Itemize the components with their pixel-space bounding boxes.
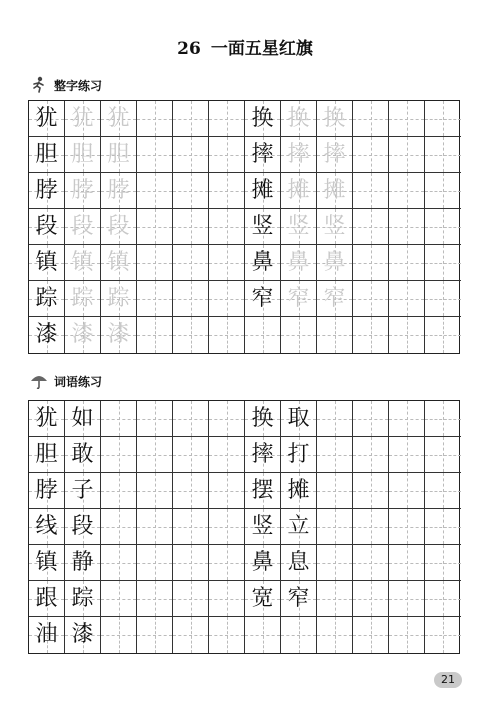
- writing-cell: [101, 245, 137, 281]
- writing-cell: [137, 281, 173, 317]
- writing-cell: [101, 473, 137, 509]
- writing-cell: [137, 401, 173, 437]
- writing-cell: [389, 317, 425, 353]
- grid-row: [29, 245, 461, 281]
- writing-cell: [209, 281, 245, 317]
- model-character: 踪: [71, 585, 94, 611]
- model-character: 息: [287, 549, 310, 575]
- model-character: 子: [71, 477, 94, 503]
- writing-cell: [425, 281, 461, 317]
- trace-character: 鼻: [323, 249, 346, 275]
- writing-cell: [137, 317, 173, 353]
- writing-cell: [137, 137, 173, 173]
- writing-cell: [389, 581, 425, 617]
- writing-cell: [209, 581, 245, 617]
- grid-row: [29, 101, 461, 137]
- writing-cell: [101, 545, 137, 581]
- writing-cell: [209, 317, 245, 353]
- lesson-number: 26: [177, 39, 201, 59]
- model-character: 镇: [35, 549, 58, 575]
- writing-cell: [173, 281, 209, 317]
- writing-cell: [65, 509, 101, 545]
- model-character: 竖: [251, 513, 274, 539]
- writing-cell: [65, 473, 101, 509]
- writing-cell: [389, 437, 425, 473]
- writing-cell: [101, 101, 137, 137]
- writing-cell: [353, 401, 389, 437]
- writing-cell: [317, 473, 353, 509]
- model-character: 换: [251, 405, 274, 431]
- writing-cell: [173, 437, 209, 473]
- writing-cell: [353, 509, 389, 545]
- writing-cell: [101, 509, 137, 545]
- model-character: 摊: [287, 477, 310, 503]
- writing-cell: [317, 401, 353, 437]
- writing-cell: [245, 281, 281, 317]
- model-character: 跟: [35, 585, 58, 611]
- trace-character: 镇: [71, 249, 94, 275]
- writing-cell: [173, 137, 209, 173]
- trace-character: 换: [323, 105, 346, 131]
- writing-cell: [353, 209, 389, 245]
- writing-cell: [209, 437, 245, 473]
- writing-cell: [65, 245, 101, 281]
- writing-cell: [137, 173, 173, 209]
- writing-cell: [101, 173, 137, 209]
- trace-character: 踪: [71, 285, 94, 311]
- model-character: 漆: [35, 322, 58, 347]
- writing-cell: [389, 245, 425, 281]
- writing-cell: [389, 281, 425, 317]
- whole-char-practice-grid: [28, 100, 460, 354]
- trace-character: 脖: [107, 177, 130, 203]
- writing-cell: [101, 437, 137, 473]
- writing-cell: [245, 581, 281, 617]
- writing-cell: [425, 509, 461, 545]
- writing-cell: [209, 509, 245, 545]
- writing-cell: [281, 101, 317, 137]
- writing-cell: [317, 509, 353, 545]
- lesson-title: 一面五星红旗: [210, 39, 313, 59]
- writing-cell: [137, 101, 173, 137]
- writing-cell: [281, 545, 317, 581]
- writing-cell: [29, 173, 65, 209]
- writing-cell: [173, 617, 209, 653]
- writing-cell: [173, 101, 209, 137]
- writing-cell: [317, 437, 353, 473]
- writing-cell: [101, 209, 137, 245]
- writing-cell: [101, 401, 137, 437]
- model-character: 取: [287, 405, 310, 431]
- writing-cell: [245, 209, 281, 245]
- trace-character: 换: [287, 105, 310, 131]
- writing-cell: [173, 545, 209, 581]
- grid-row: [29, 281, 461, 317]
- writing-cell: [389, 401, 425, 437]
- section-label: 整字练习: [54, 78, 103, 93]
- writing-cell: [281, 173, 317, 209]
- writing-cell: [101, 137, 137, 173]
- writing-cell: [425, 317, 461, 353]
- writing-cell: [281, 317, 317, 353]
- trace-character: 竖: [323, 213, 346, 239]
- grid-row: [29, 617, 461, 653]
- writing-cell: [317, 317, 353, 353]
- writing-cell: [425, 245, 461, 281]
- writing-cell: [389, 173, 425, 209]
- word-practice-grid: [28, 400, 460, 654]
- writing-cell: [173, 317, 209, 353]
- writing-cell: [353, 437, 389, 473]
- writing-cell: [389, 473, 425, 509]
- writing-cell: [425, 473, 461, 509]
- grid-row: [29, 509, 461, 545]
- trace-character: 镇: [107, 249, 130, 275]
- grid-row: [29, 401, 461, 437]
- writing-cell: [425, 137, 461, 173]
- model-character: 镇: [35, 249, 58, 275]
- writing-cell: [317, 245, 353, 281]
- model-character: 犹: [35, 105, 58, 131]
- writing-cell: [281, 401, 317, 437]
- writing-cell: [29, 101, 65, 137]
- writing-cell: [245, 617, 281, 653]
- writing-cell: [389, 137, 425, 173]
- model-character: 段: [35, 213, 58, 239]
- writing-cell: [101, 281, 137, 317]
- writing-cell: [281, 209, 317, 245]
- trace-character: 竖: [287, 213, 310, 239]
- model-character: 竖: [251, 213, 274, 239]
- writing-cell: [389, 509, 425, 545]
- writing-cell: [173, 473, 209, 509]
- running-figure-icon: [30, 76, 48, 94]
- model-character: 胆: [35, 441, 58, 467]
- writing-cell: [65, 545, 101, 581]
- model-character: 静: [71, 549, 94, 575]
- writing-cell: [101, 317, 137, 353]
- writing-cell: [209, 245, 245, 281]
- writing-cell: [353, 473, 389, 509]
- umbrella-icon: [30, 372, 48, 390]
- writing-cell: [209, 473, 245, 509]
- writing-cell: [65, 173, 101, 209]
- model-character: 胆: [35, 141, 58, 167]
- writing-cell: [29, 473, 65, 509]
- trace-character: 窄: [287, 285, 310, 311]
- trace-character: 漆: [107, 322, 130, 347]
- writing-cell: [425, 101, 461, 137]
- writing-cell: [29, 509, 65, 545]
- writing-cell: [29, 581, 65, 617]
- writing-cell: [173, 173, 209, 209]
- grid-row: [29, 137, 461, 173]
- writing-cell: [317, 173, 353, 209]
- writing-cell: [29, 437, 65, 473]
- writing-cell: [173, 509, 209, 545]
- writing-cell: [65, 581, 101, 617]
- writing-cell: [281, 509, 317, 545]
- writing-cell: [65, 281, 101, 317]
- writing-cell: [209, 545, 245, 581]
- writing-cell: [101, 581, 137, 617]
- trace-character: 漆: [71, 322, 94, 347]
- writing-cell: [353, 245, 389, 281]
- model-character: 宽: [251, 585, 274, 611]
- writing-cell: [281, 437, 317, 473]
- writing-cell: [137, 209, 173, 245]
- writing-cell: [317, 209, 353, 245]
- writing-cell: [29, 545, 65, 581]
- trace-character: 胆: [107, 141, 130, 167]
- writing-cell: [425, 401, 461, 437]
- writing-cell: [281, 137, 317, 173]
- writing-cell: [389, 101, 425, 137]
- model-character: 窄: [287, 585, 310, 611]
- trace-character: 犹: [107, 105, 130, 131]
- section-label: 词语练习: [54, 374, 103, 389]
- grid-row: [29, 545, 461, 581]
- writing-cell: [209, 101, 245, 137]
- grid-row: [29, 317, 461, 353]
- grid-row: [29, 473, 461, 509]
- writing-cell: [389, 545, 425, 581]
- writing-cell: [173, 581, 209, 617]
- grid-row: [29, 437, 461, 473]
- trace-character: 摊: [323, 177, 346, 203]
- writing-cell: [65, 137, 101, 173]
- grid-row: [29, 173, 461, 209]
- model-character: 摊: [251, 177, 274, 203]
- writing-cell: [317, 617, 353, 653]
- grid-row: [29, 209, 461, 245]
- writing-cell: [137, 509, 173, 545]
- trace-character: 脖: [71, 177, 94, 203]
- writing-cell: [317, 545, 353, 581]
- writing-cell: [29, 617, 65, 653]
- writing-cell: [209, 137, 245, 173]
- model-character: 摔: [251, 441, 274, 467]
- page-title: [0, 34, 490, 59]
- writing-cell: [425, 209, 461, 245]
- writing-cell: [245, 101, 281, 137]
- page-number: 21: [434, 672, 462, 688]
- writing-cell: [353, 173, 389, 209]
- writing-cell: [389, 209, 425, 245]
- model-character: 换: [251, 105, 274, 131]
- writing-cell: [353, 317, 389, 353]
- writing-cell: [173, 209, 209, 245]
- writing-cell: [245, 401, 281, 437]
- writing-cell: [389, 617, 425, 653]
- writing-cell: [29, 317, 65, 353]
- model-character: 打: [287, 441, 310, 467]
- writing-cell: [65, 317, 101, 353]
- writing-cell: [29, 401, 65, 437]
- writing-cell: [353, 101, 389, 137]
- model-character: 脖: [35, 177, 58, 203]
- trace-character: 摔: [287, 141, 310, 167]
- writing-cell: [137, 617, 173, 653]
- model-character: 立: [287, 513, 310, 539]
- model-character: 脖: [35, 477, 58, 503]
- writing-cell: [173, 401, 209, 437]
- writing-cell: [245, 137, 281, 173]
- writing-cell: [101, 617, 137, 653]
- writing-cell: [353, 617, 389, 653]
- writing-cell: [425, 437, 461, 473]
- model-character: 窄: [251, 285, 274, 311]
- writing-cell: [245, 245, 281, 281]
- writing-cell: [425, 173, 461, 209]
- writing-cell: [245, 509, 281, 545]
- writing-cell: [317, 581, 353, 617]
- section-header-words: [30, 372, 102, 390]
- trace-character: 窄: [323, 285, 346, 311]
- writing-cell: [281, 245, 317, 281]
- writing-cell: [137, 545, 173, 581]
- writing-cell: [245, 317, 281, 353]
- writing-cell: [317, 101, 353, 137]
- writing-cell: [65, 617, 101, 653]
- writing-cell: [245, 545, 281, 581]
- writing-cell: [137, 245, 173, 281]
- trace-character: 犹: [71, 105, 94, 131]
- writing-cell: [137, 473, 173, 509]
- writing-cell: [281, 617, 317, 653]
- trace-character: 段: [71, 213, 94, 239]
- model-character: 鼻: [251, 249, 274, 275]
- writing-cell: [353, 545, 389, 581]
- writing-cell: [317, 137, 353, 173]
- writing-cell: [29, 209, 65, 245]
- model-character: 摆: [251, 477, 274, 503]
- model-character: 鼻: [251, 549, 274, 575]
- model-character: 敢: [71, 441, 94, 467]
- writing-cell: [137, 437, 173, 473]
- writing-cell: [353, 137, 389, 173]
- writing-cell: [281, 581, 317, 617]
- model-character: 油: [35, 622, 58, 647]
- model-character: 如: [71, 405, 94, 431]
- writing-cell: [281, 473, 317, 509]
- writing-cell: [209, 209, 245, 245]
- trace-character: 踪: [107, 285, 130, 311]
- model-character: 段: [71, 513, 94, 539]
- writing-cell: [137, 581, 173, 617]
- writing-cell: [353, 581, 389, 617]
- model-character: 犹: [35, 405, 58, 431]
- writing-cell: [209, 401, 245, 437]
- writing-cell: [245, 437, 281, 473]
- writing-cell: [425, 617, 461, 653]
- writing-cell: [65, 101, 101, 137]
- writing-cell: [173, 245, 209, 281]
- writing-cell: [65, 401, 101, 437]
- writing-cell: [245, 173, 281, 209]
- grid-row: [29, 581, 461, 617]
- model-character: 踪: [35, 285, 58, 311]
- writing-cell: [353, 281, 389, 317]
- writing-cell: [65, 209, 101, 245]
- writing-cell: [209, 617, 245, 653]
- writing-cell: [425, 545, 461, 581]
- writing-cell: [281, 281, 317, 317]
- writing-cell: [209, 173, 245, 209]
- writing-cell: [29, 137, 65, 173]
- writing-cell: [29, 281, 65, 317]
- section-header-whole-char: [30, 76, 102, 94]
- writing-cell: [317, 281, 353, 317]
- trace-character: 摊: [287, 177, 310, 203]
- trace-character: 胆: [71, 141, 94, 167]
- trace-character: 鼻: [287, 249, 310, 275]
- writing-cell: [245, 473, 281, 509]
- model-character: 线: [35, 513, 58, 539]
- writing-cell: [65, 437, 101, 473]
- model-character: 漆: [71, 622, 94, 647]
- trace-character: 摔: [323, 141, 346, 167]
- trace-character: 段: [107, 213, 130, 239]
- model-character: 摔: [251, 141, 274, 167]
- writing-cell: [425, 581, 461, 617]
- writing-cell: [29, 245, 65, 281]
